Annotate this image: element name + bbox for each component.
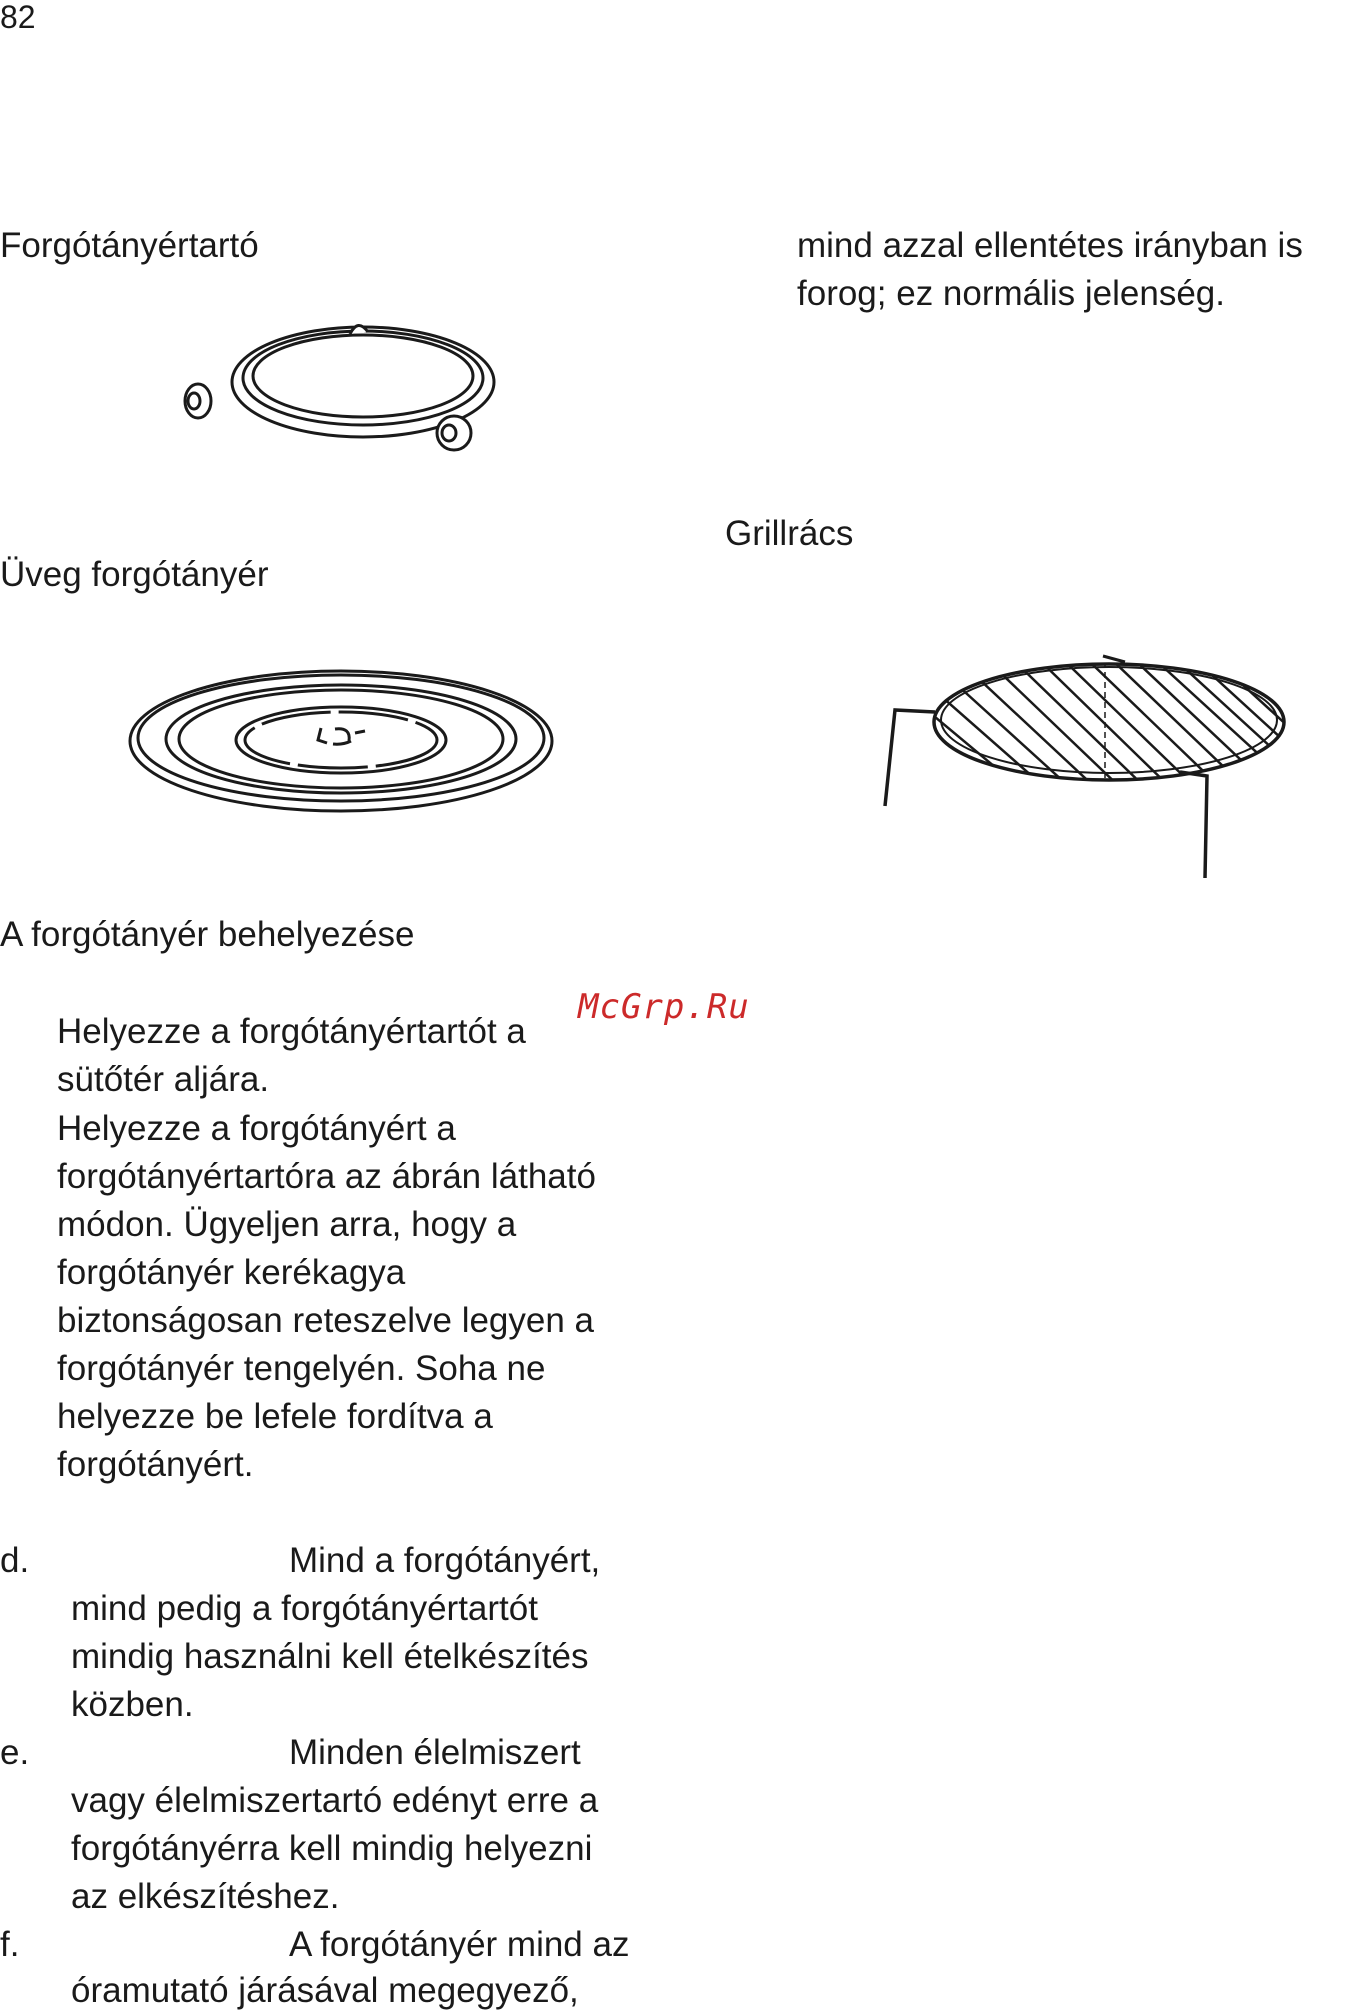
grill-rack-illustration (875, 652, 1260, 882)
heading-turntable-support: Forgótányértartó (0, 226, 259, 265)
turntable-support-ring-illustration (180, 312, 510, 462)
continuation-line: forog; ez normális jelenség. (797, 274, 1225, 313)
heading-grill-rack: Grillrács (725, 514, 854, 553)
page-number: 82 (0, 0, 36, 35)
install-line: biztonságosan reteszelve legyen a (57, 1301, 595, 1340)
install-line: forgótányért. (57, 1445, 254, 1484)
install-line: forgótányértartóra az ábrán látható (57, 1157, 596, 1196)
note-line: az elkészítéshez. (71, 1877, 340, 1916)
watermark: McGrp.Ru (578, 987, 750, 1027)
note-first-line: Mind a forgótányért, (289, 1541, 601, 1580)
glass-turntable-plate-illustration (126, 666, 556, 816)
note-first-line: Minden élelmiszert (289, 1733, 581, 1772)
continuation-line: mind azzal ellentétes irányban is (797, 226, 1303, 265)
note-line: mind pedig a forgótányértartót (71, 1589, 538, 1628)
install-line: módon. Ügyeljen arra, hogy a (57, 1205, 517, 1244)
install-line: Helyezze a forgótányért a (57, 1109, 456, 1148)
heading-installation: A forgótányér behelyezése (0, 915, 415, 954)
install-line: Helyezze a forgótányértartót a (57, 1012, 526, 1051)
note-marker: f. (0, 1925, 20, 1964)
install-line: sütőtér aljára. (57, 1060, 270, 1099)
install-line: forgótányér tengelyén. Soha ne (57, 1349, 546, 1388)
note-first-line: A forgótányér mind az (289, 1925, 630, 1964)
note-line: óramutató járásával megegyező, (71, 1971, 579, 2010)
note-line: közben. (71, 1685, 194, 1724)
note-marker: e. (0, 1733, 30, 1772)
note-marker: d. (0, 1541, 30, 1580)
install-line: forgótányér kerékagya (57, 1253, 406, 1292)
note-line: forgótányérra kell mindig helyezni (71, 1829, 593, 1868)
note-line: mindig használni kell ételkészítés (71, 1637, 589, 1676)
install-line: helyezze be lefele fordítva a (57, 1397, 493, 1436)
heading-glass-turntable: Üveg forgótányér (0, 555, 269, 594)
note-line: vagy élelmiszertartó edényt erre a (71, 1781, 599, 1820)
